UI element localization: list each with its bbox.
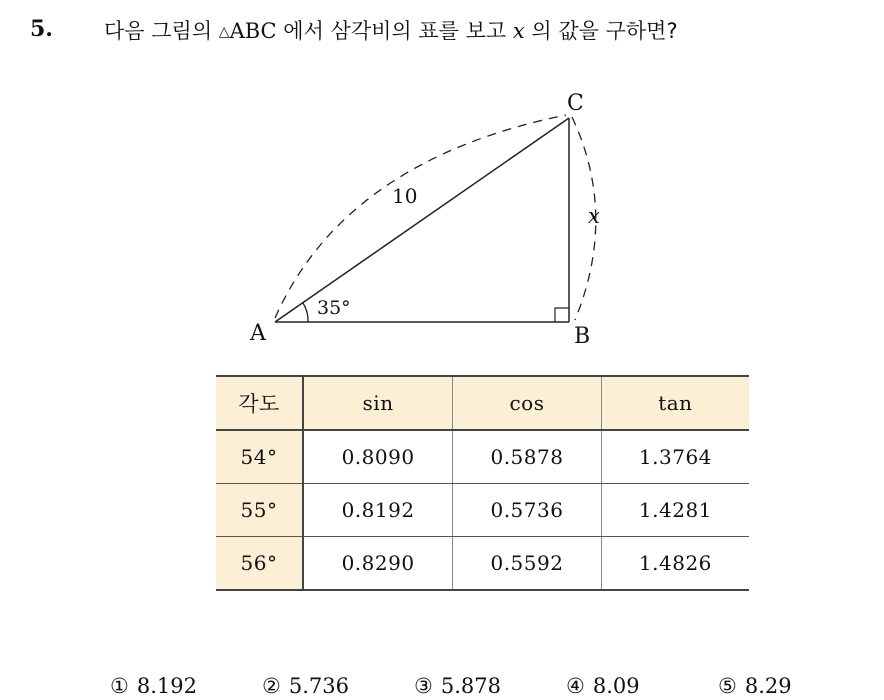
question-variable: x	[512, 19, 525, 43]
choice-4-value: 8.09	[592, 674, 640, 698]
triangle-symbol: △	[218, 24, 230, 40]
row-sin: 0.8192	[303, 484, 453, 537]
choice-2-value: 5.736	[288, 674, 349, 698]
choice-3-mark: ③	[414, 674, 433, 698]
header-angle: 각도	[216, 376, 303, 430]
row-tan: 1.4826	[601, 537, 749, 591]
vertex-a-label: A	[250, 321, 266, 346]
choice-1-mark: ①	[110, 674, 129, 698]
choice-2-mark: ②	[262, 674, 281, 698]
choice-1[interactable]	[110, 674, 262, 698]
angle-a-label: 35°	[317, 297, 351, 319]
choice-5[interactable]	[718, 674, 810, 698]
header-tan: tan	[601, 376, 749, 430]
header-sin: sin	[303, 376, 453, 430]
table-row	[216, 430, 749, 484]
triangle-name: ABC	[229, 19, 277, 43]
choice-1-value: 8.192	[136, 674, 197, 698]
angle-arc-a	[303, 303, 308, 322]
row-tan: 1.3764	[601, 430, 749, 484]
header-cos: cos	[453, 376, 602, 430]
answer-choices	[110, 674, 810, 698]
row-angle: 54°	[216, 430, 303, 484]
table-row	[216, 537, 749, 591]
choice-3-value: 5.878	[440, 674, 501, 698]
question-text-middle: 에서 삼각비의 표를 보고	[276, 19, 513, 43]
choice-5-mark: ⑤	[718, 674, 737, 698]
question-number: 5.	[30, 16, 53, 42]
hypotenuse-label: 10	[392, 184, 418, 208]
choice-2[interactable]	[262, 674, 414, 698]
opposite-side-label: x	[588, 204, 600, 228]
row-sin: 0.8090	[303, 430, 453, 484]
choice-4-mark: ④	[566, 674, 585, 698]
vertex-b-label: B	[574, 324, 591, 349]
choice-3[interactable]	[414, 674, 566, 698]
row-angle: 55°	[216, 484, 303, 537]
question-text-after: 의 값을 구하면?	[524, 19, 678, 43]
row-cos: 0.5878	[453, 430, 602, 484]
choice-5-value: 8.29	[744, 674, 792, 698]
row-angle: 56°	[216, 537, 303, 591]
table-row	[216, 484, 749, 537]
choice-4[interactable]	[566, 674, 718, 698]
vertex-c-label: C	[567, 91, 584, 116]
row-tan: 1.4281	[601, 484, 749, 537]
right-angle-mark	[555, 308, 569, 322]
row-sin: 0.8290	[303, 537, 453, 591]
table-header-row	[216, 376, 749, 430]
dashed-arc-hypotenuse	[275, 115, 566, 318]
question-text-before: 다음 그림의	[104, 19, 219, 43]
trig-table	[216, 375, 749, 591]
row-cos: 0.5592	[453, 537, 602, 591]
row-cos: 0.5736	[453, 484, 602, 537]
side-ac	[275, 118, 569, 322]
